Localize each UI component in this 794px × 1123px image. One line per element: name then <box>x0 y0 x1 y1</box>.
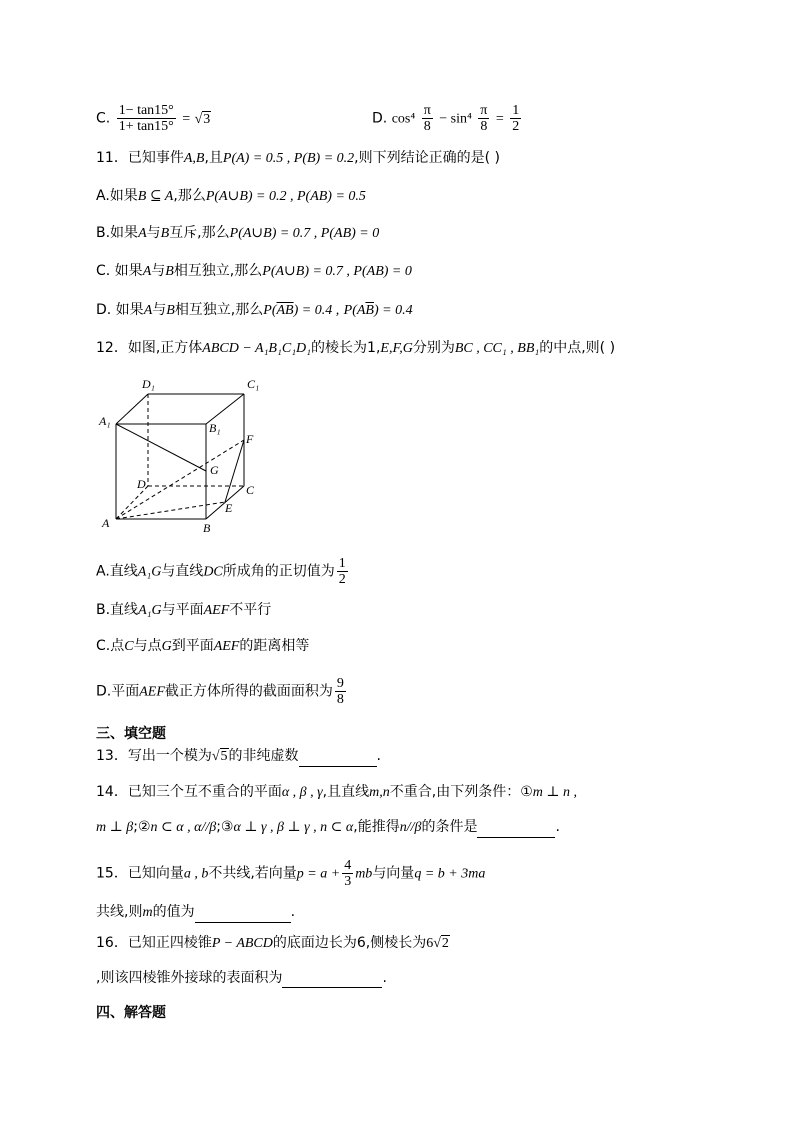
section-3-title: 三、填空题 <box>96 726 166 742</box>
q13: 13．写出一个模为√5的非纯虚数 . <box>96 746 381 767</box>
label-d1: D₁ <box>142 377 155 391</box>
label-b: B <box>203 521 211 534</box>
q10-option-d: D. cos⁴ $\frac{\pi}{8}$ − sin⁴ $\frac{\pi}{8}$ = $\frac{1}{2}$ <box>372 103 520 134</box>
q14-line1: 14．已知三个互不重合的平面α , β , γ,且直线m,n不重合,由下列条件：①m ⊥ n , <box>96 784 578 800</box>
label-f: F <box>246 432 254 446</box>
q12-option-b: B.直线A₁G与平面AEF不平行 <box>96 602 272 618</box>
edge-b1-c1 <box>206 394 244 424</box>
label-d: D <box>137 477 146 491</box>
q12-option-a: A.直线A₁G与直线DC所成角的正切值为 $\frac{1}{2}$ <box>96 556 346 587</box>
q11-option-a: A.如果B ⊆ A,那么P(A∪B) = 0.2 , P(AB) = 0.5 <box>96 188 366 204</box>
q11-option-d: D. 如果A与B相互独立,那么$P(\overline{AB}) = 0.4$ , $P(A\overline{B}) = 0.4$ <box>96 302 413 318</box>
q14-answer-blank[interactable] <box>477 821 555 838</box>
q10-option-c: C. $\frac{1- \tan 15^\circ}{1+ \tan 15^\circ}$ = √3 <box>96 103 211 134</box>
q16-line1: 16．已知正四棱锥P − ABCD的底面边长为6,侧棱长为6√2 <box>96 935 449 951</box>
q16-answer-blank[interactable] <box>282 971 382 988</box>
q11-option-c: C. 如果A与B相互独立,那么P(A∪B) = 0.7 , P(AB) = 0 <box>96 263 412 279</box>
q11-option-b: B.如果A与B互斥,那么P(A∪B) = 0.7 , P(AB) = 0 <box>96 225 380 241</box>
q16-line2: ,则该四棱锥外接球的表面积为 . <box>96 970 387 986</box>
label-b1: B₁ <box>209 421 221 435</box>
q10-c-sqrt: √3 <box>194 111 211 127</box>
q14-line2: m ⊥ β;②n ⊂ α , α//β;③α ⊥ γ , β ⊥ γ , n ⊂ α,能推得n//β的条件是 . <box>96 817 560 838</box>
edge-a1-d1 <box>116 394 148 424</box>
q11-stem: 11．已知事件A,B,且P(A) = 0.5 , P(B) = 0.2,则下列结论正确的是( ) <box>96 150 500 166</box>
q12-stem: 12．如图,正方体ABCD − A₁B₁C₁D₁的棱长为1,E,F,G分别为BC , CC₁ , BB₁的中点,则( ) <box>96 340 616 356</box>
label-e: E <box>225 501 233 515</box>
label-c1: C₁ <box>247 377 260 391</box>
q15-line2: 共线,则m的值为 . <box>96 902 295 923</box>
q12-option-c: C.点C与点G到平面AEF的距离相等 <box>96 638 310 654</box>
cube-figure <box>96 374 266 534</box>
section-4-title: 四、解答题 <box>96 1005 166 1021</box>
label-g: G <box>210 463 219 477</box>
q10-c-fraction: $\frac{1- \tan 15^\circ}{1+ \tan 15^\circ}$ <box>118 103 174 134</box>
q13-answer-blank[interactable] <box>299 750 377 767</box>
label-c: C <box>246 483 255 497</box>
label-a1: A₁ <box>99 414 111 428</box>
q15-answer-blank[interactable] <box>195 906 291 923</box>
label-a: A <box>102 516 110 530</box>
segment-e-f <box>225 440 244 502</box>
q15-line1: 15．已知向量a , b不共线,若向量p = a + $\frac{4}{3}$ mb与向量q = b + 3ma <box>96 858 486 889</box>
q12-option-d: D.平面AEF截正方体所得的截面面积为 $\frac{9}{8}$ <box>96 676 344 707</box>
segment-a1-g <box>116 424 206 471</box>
